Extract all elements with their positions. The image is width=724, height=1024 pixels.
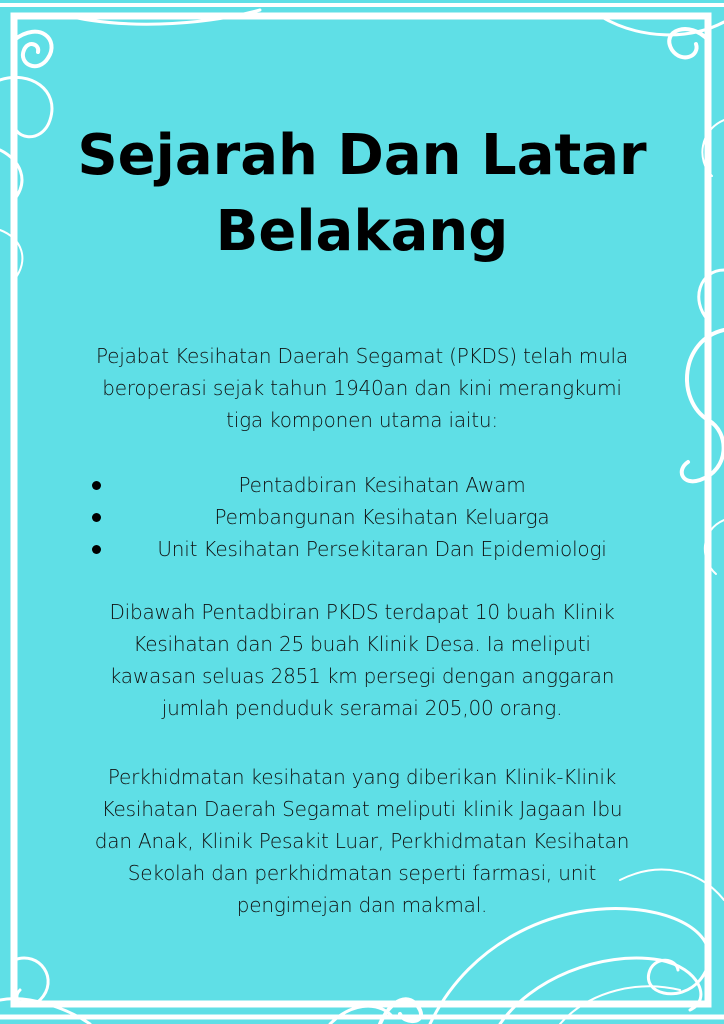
page-title	[0, 118, 724, 270]
list-item-label: Pembangunan Kesihatan Keluarga	[214, 505, 550, 529]
swirl-bottom-right-2	[500, 958, 701, 1024]
swirl-right-1	[682, 330, 724, 481]
list-item	[82, 533, 642, 565]
components-list	[82, 469, 642, 565]
title-line: Sejarah Dan Latar	[77, 123, 647, 188]
bullet-icon	[92, 513, 101, 522]
text-line: Sekolah dan perkhidmatan seperti farmasi, unit	[127, 861, 597, 885]
title-line: Belakang	[215, 199, 509, 264]
intro-paragraph	[70, 340, 654, 436]
swirl-top-left-1	[14, 32, 52, 67]
text-line: Dibawah Pentadbiran PKDS terdapat 10 buah Klinik	[109, 600, 615, 624]
text-line: kawasan seluas 2851 km persegi dengan anggaran	[109, 664, 615, 688]
services-paragraph	[70, 761, 654, 921]
text-line: beroperasi sejak tahun 1940an dan kini merangkumi	[102, 376, 622, 400]
text-line: pengimejan dan makmal.	[236, 893, 488, 917]
text-line: jumlah penduduk seramai 205,00 orang.	[161, 696, 563, 720]
bullet-icon	[92, 481, 101, 490]
bullet-icon	[92, 545, 101, 554]
text-line: Kesihatan dan 25 buah Klinik Desa. Ia meliputi	[133, 632, 591, 656]
list-item	[82, 501, 642, 533]
text-line: Pejabat Kesihatan Daerah Segamat (PKDS) telah mula	[96, 344, 628, 368]
text-line: Perkhidmatan kesihatan yang diberikan Klinik-Klinik	[107, 765, 617, 789]
list-item-label: Unit Kesihatan Persekitaran Dan Epidemiologi	[157, 537, 607, 561]
administration-paragraph	[70, 596, 654, 724]
list-item-label: Pentadbiran Kesihatan Awam	[238, 473, 526, 497]
text-line: dan Anak, Klinik Pesakit Luar, Perkhidmatan Kesihatan	[94, 829, 630, 853]
text-line: tiga komponen utama iaitu:	[226, 408, 498, 432]
text-line: Kesihatan Daerah Segamat meliputi klinik Jagaan Ibu	[101, 797, 623, 821]
list-item	[82, 469, 642, 501]
